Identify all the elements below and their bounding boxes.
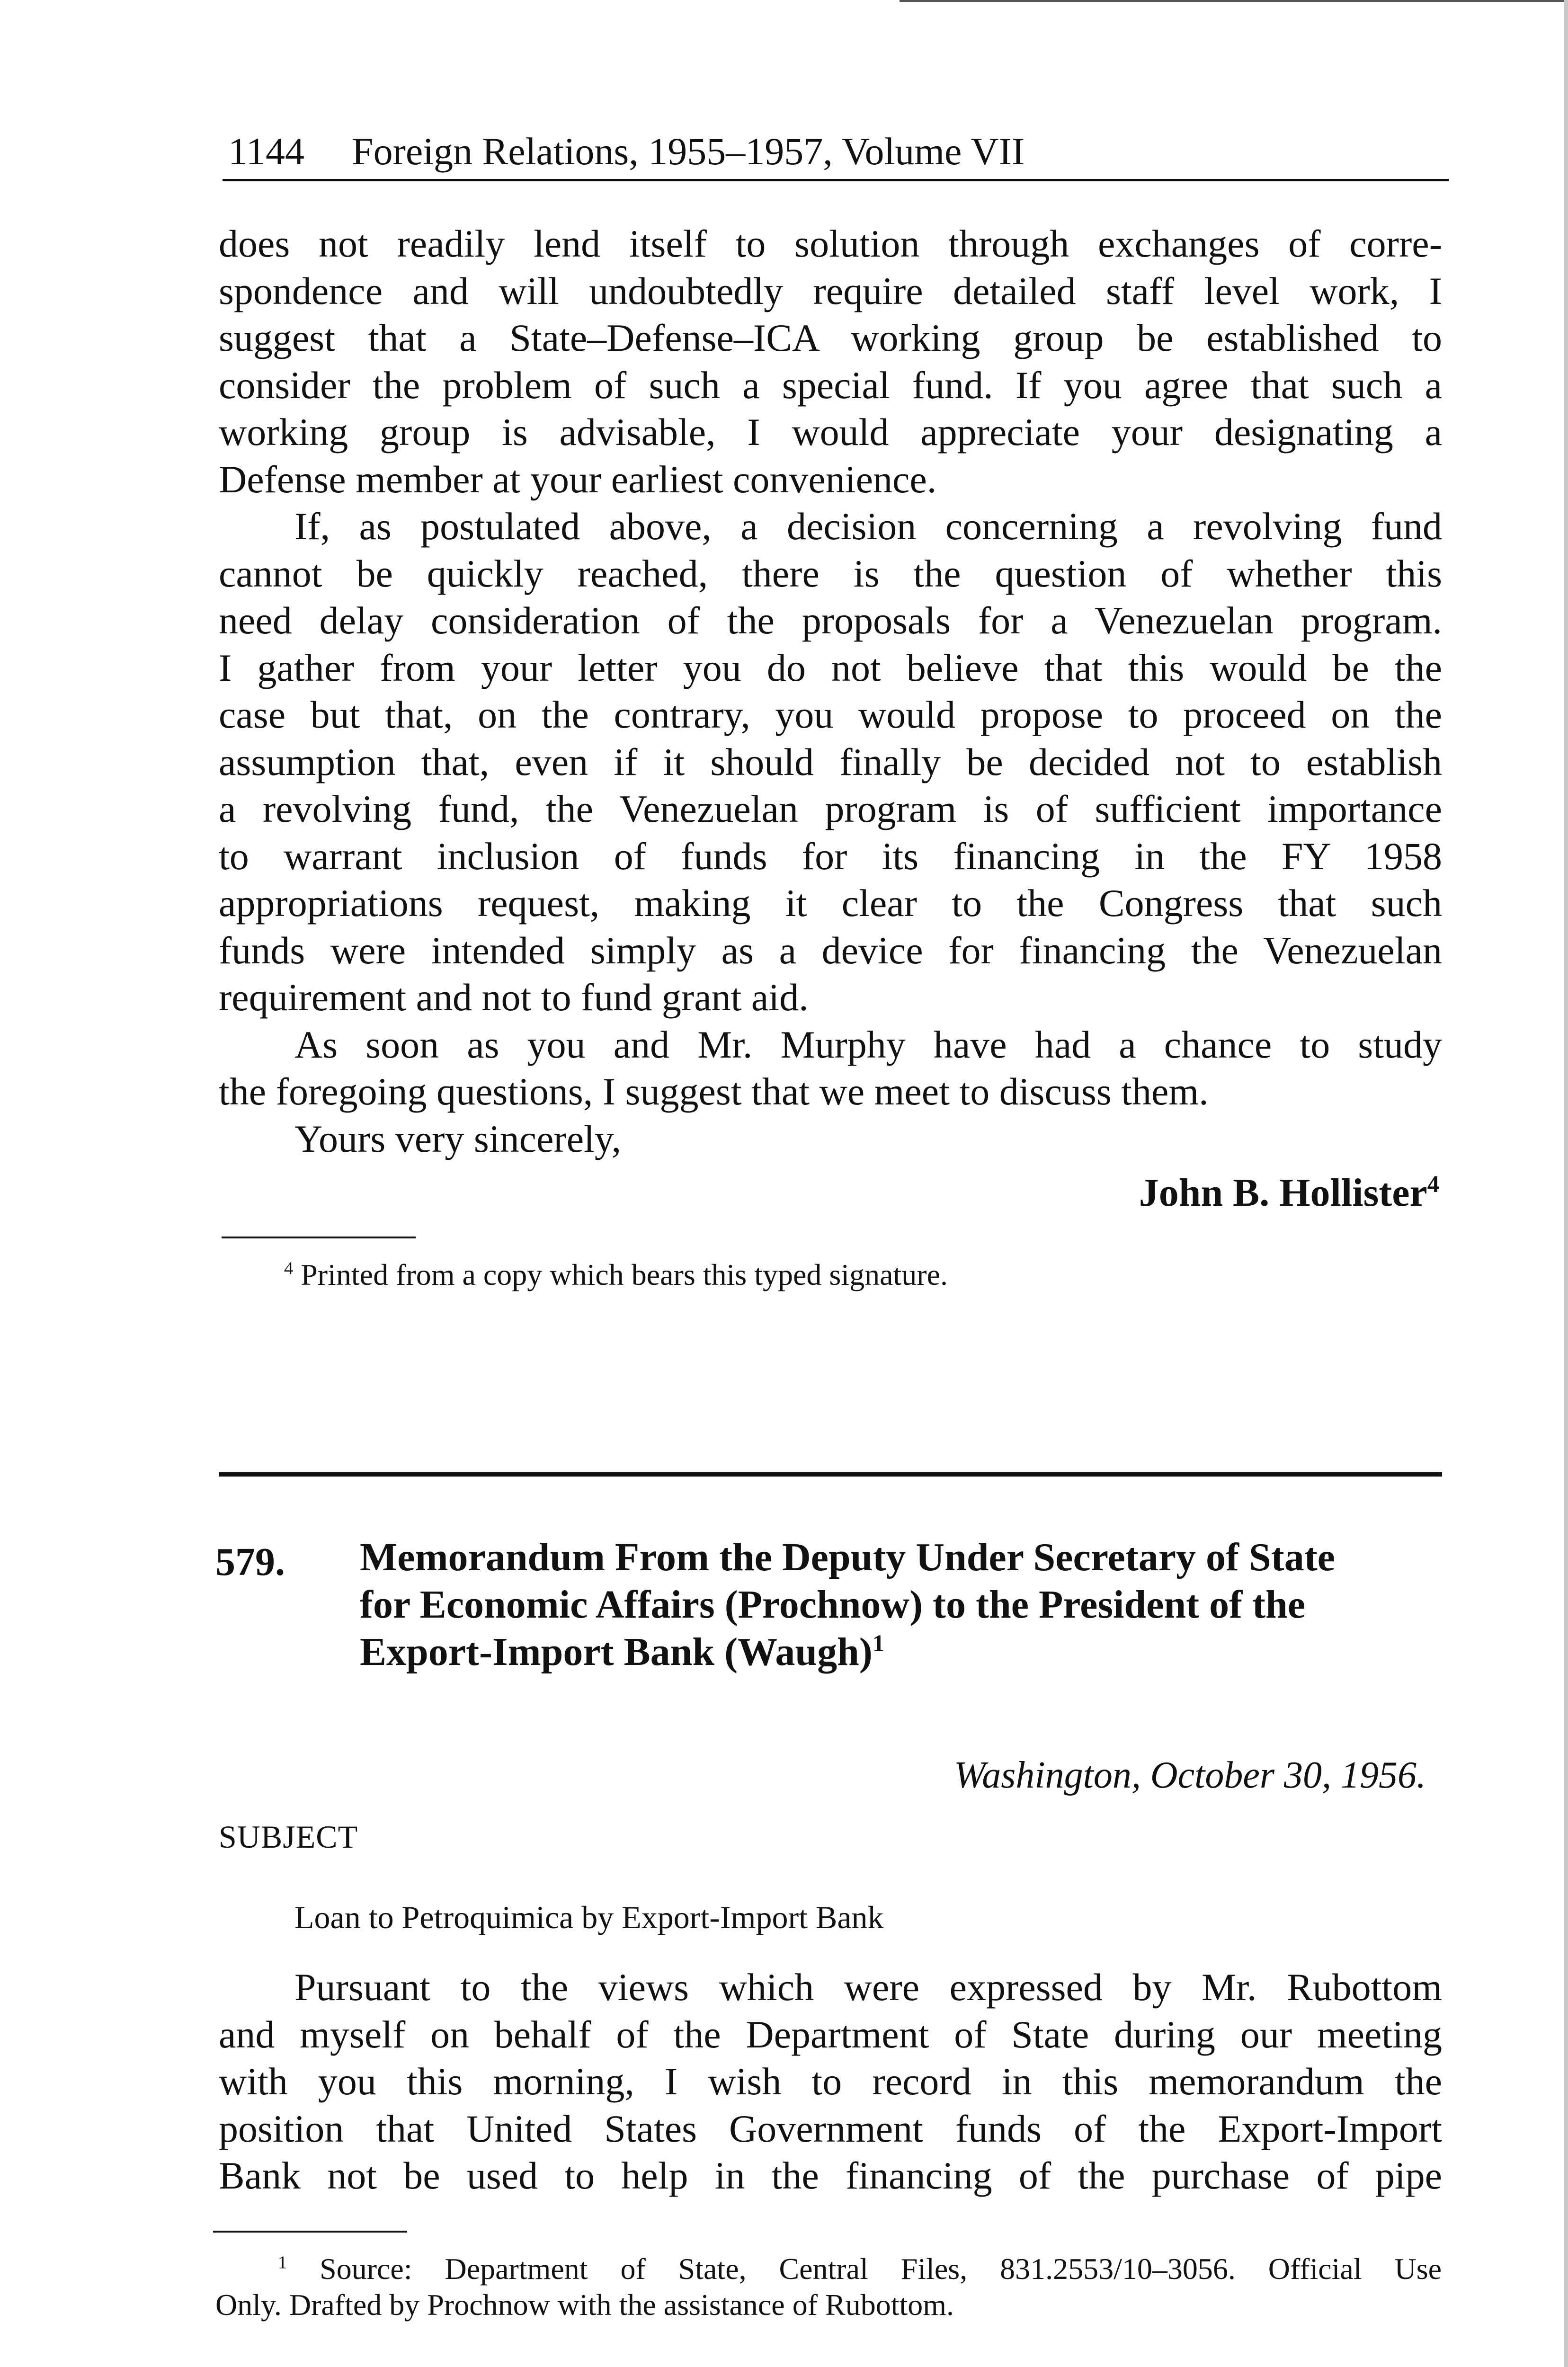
- text-line: need delay consideration of the proposals for a Venezuelan program.: [219, 599, 1442, 642]
- closing: Yours very sincerely,: [294, 1117, 622, 1160]
- signature: [1139, 1169, 1439, 1217]
- footnote-text: Source: Department of State, Central Files, 831.2553/10–3056. Official Use: [320, 2252, 1442, 2286]
- footnote-rule: [222, 1237, 416, 1238]
- title-line: Memorandum From the Deputy Under Secretary of State: [360, 1535, 1335, 1579]
- text-line: a revolving fund, the Venezuelan program is of sufficient importance: [219, 787, 1442, 830]
- text-line: working group is advisable, I would appreciate your designating a: [219, 410, 1442, 454]
- text-line: Bank not be used to help in the financing of the purchase of pipe: [219, 2154, 1442, 2197]
- document-number: 579.: [215, 1540, 285, 1584]
- memo-body: [219, 1964, 1442, 2199]
- top-edge-line: [900, 0, 1568, 2]
- text-line: consider the problem of such a special fund. If you agree that such a: [219, 363, 1442, 407]
- subject-text: Loan to Petroquimica by Export-Import Bank: [294, 1899, 884, 1935]
- text-line: As soon as you and Mr. Murphy have had a chance to study: [294, 1023, 1442, 1066]
- title-line: [360, 1628, 1444, 1676]
- footnote-1: [215, 2251, 1442, 2323]
- memo-paragraph: [219, 1964, 1442, 2199]
- text-line: suggest that a State–Defense–ICA working group be established to: [219, 316, 1442, 359]
- footnote-rule: [213, 2231, 407, 2233]
- running-head: [228, 128, 1450, 175]
- footnote-line: Only. Drafted by Prochnow with the assistance of Rubottom.: [215, 2288, 954, 2322]
- footnote-line: [215, 2251, 1442, 2287]
- paragraph-3: [219, 1021, 1442, 1163]
- text-line: to warrant inclusion of funds for its financing in the FY 1958: [219, 834, 1442, 878]
- footnote-ref: 4: [1427, 1171, 1439, 1197]
- text-line: with you this morning, I wish to record in this memorandum the: [219, 2060, 1442, 2103]
- text-line: Pursuant to the views which were expressed by Mr. Rubottom: [294, 1966, 1442, 2009]
- text-line: I gather from your letter you do not believe that this would be the: [219, 646, 1442, 689]
- continued-text: [219, 220, 1442, 1162]
- text-line: case but that, on the contrary, you would propose to proceed on the: [219, 693, 1442, 736]
- paragraph-1: [219, 220, 1442, 503]
- signature-name: John B. Hollister: [1139, 1171, 1427, 1215]
- title-line-text: Export-Import Bank (Waugh): [360, 1630, 873, 1674]
- text-line: appropriations request, making it clear to the Congress that such: [219, 881, 1442, 925]
- footnote-ref: 1: [872, 1630, 885, 1656]
- running-title: Foreign Relations, 1955–1957, Volume VII: [351, 130, 1025, 173]
- section-rule: [219, 1472, 1442, 1477]
- text-line: cannot be quickly reached, there is the question of whether this: [219, 552, 1442, 595]
- header-rule: [223, 179, 1449, 181]
- text-line: funds were intended simply as a device for financing the Venezuelan: [219, 928, 1442, 972]
- subject-label: SUBJECT: [219, 1819, 358, 1855]
- text-line: If, as postulated above, a decision concerning a revolving fund: [294, 505, 1442, 548]
- text-line: and myself on behalf of the Department of State during our meeting: [219, 2012, 1442, 2056]
- text-line: does not readily lend itself to solution through exchanges of corre-: [219, 222, 1442, 265]
- title-line: for Economic Affairs (Prochnow) to the President of the: [360, 1583, 1306, 1627]
- footnote-4: [284, 1257, 948, 1293]
- text-line: requirement and not to fund grant aid.: [219, 976, 809, 1019]
- text-line: the foregoing questions, I suggest that we meet to discuss them.: [219, 1070, 1209, 1113]
- text-line: assumption that, even if it should finally be decided not to establish: [219, 740, 1442, 783]
- text-line: spondence and will undoubtedly require detailed staff level work, I: [219, 269, 1442, 312]
- page-edge: [1564, 0, 1568, 2367]
- paragraph-2: [219, 503, 1442, 1021]
- document-title: [360, 1534, 1444, 1676]
- page-number: 1144: [228, 130, 304, 173]
- dateline: Washington, October 30, 1956.: [953, 1754, 1426, 1796]
- footnote-mark: 1: [278, 2252, 287, 2273]
- footnote-text: Printed from a copy which bears this typed signature.: [301, 1258, 948, 1291]
- footnote-mark: 4: [284, 1258, 294, 1279]
- text-line: position that United States Government funds of the Export-Import: [219, 2107, 1442, 2150]
- text-line: Defense member at your earliest convenience.: [219, 457, 937, 501]
